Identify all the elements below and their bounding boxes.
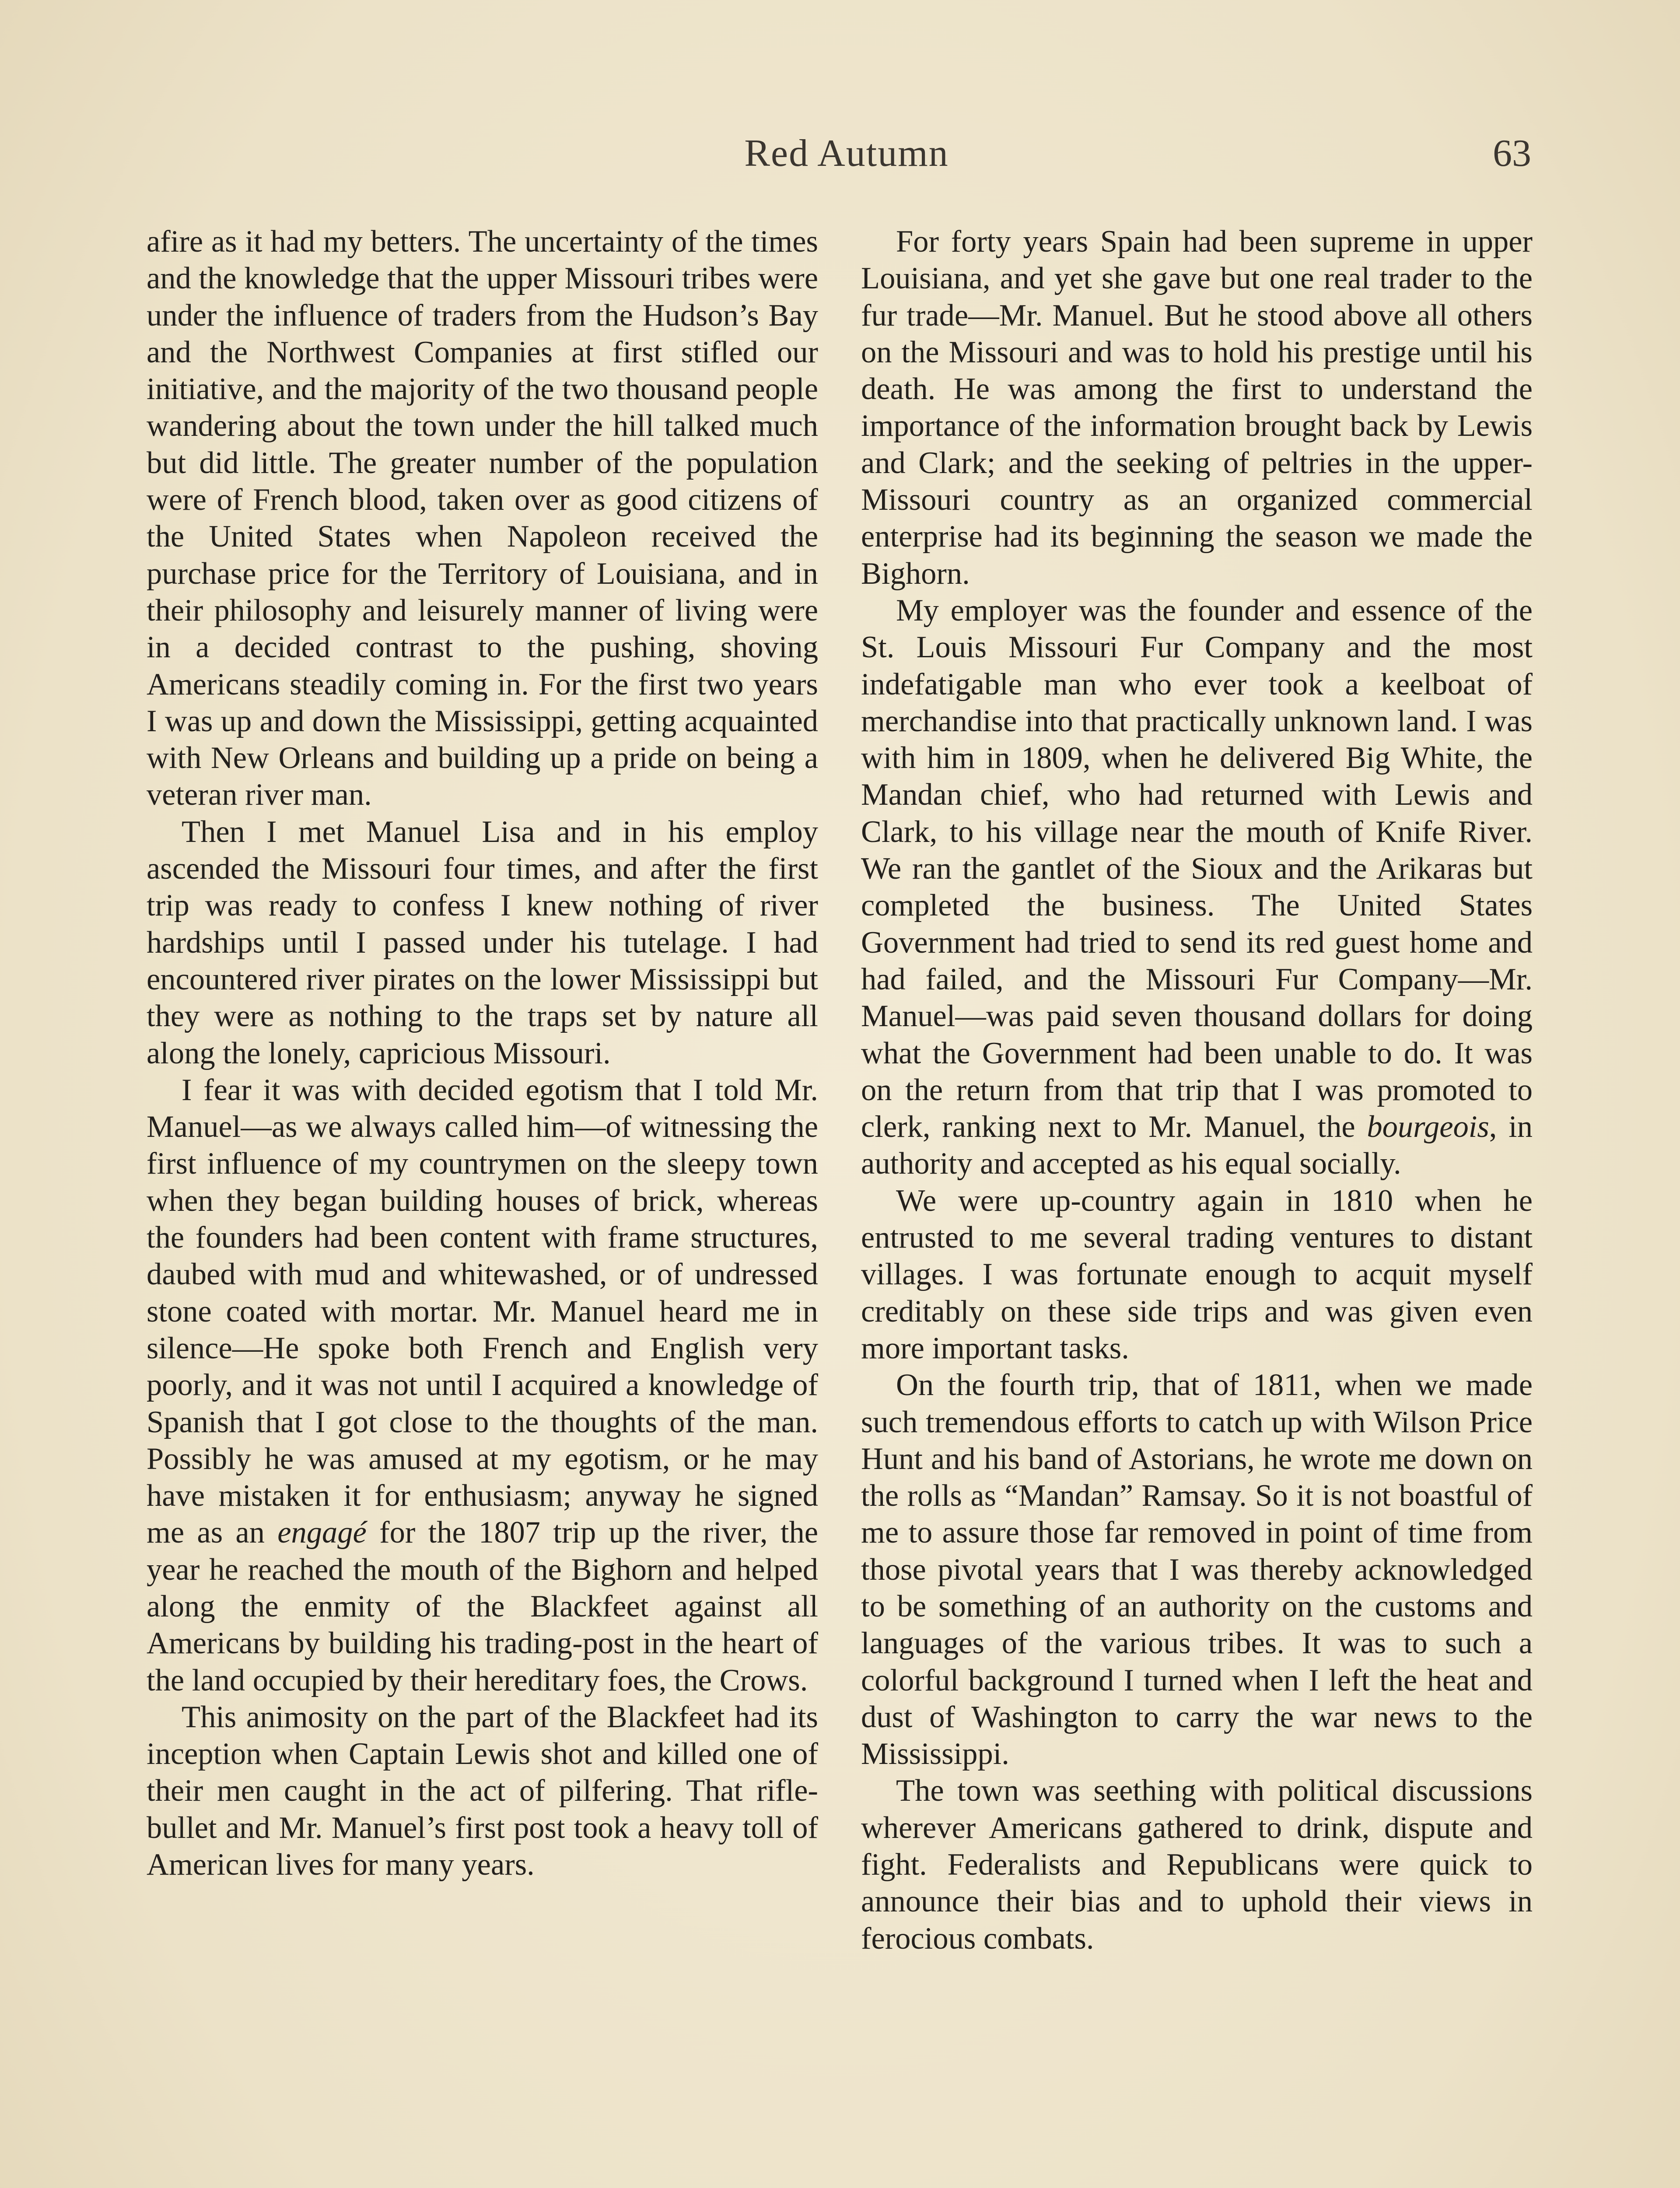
- paragraph-text: afire as it had my betters. The uncertainty of the times and the knowledge that the upper Missouri tribes were under the influence of traders from the Hudson’s Bay and the Northwest Companies at first stifled our initiative, and the majority of the two thousand people wandering about the town under the hill talked much but did little. The greater number of the population were of French blood, taken over as good citizens of the United States when Napoleon received the purchase price for the Territory of Louisiana, and in their philosophy and leisurely manner of living were in a decided contrast to the pushing, shoving Americans steadily coming in. For the first two years I was up and down the Mississippi, getting acquainted with New Orleans and building up a pride on being a veteran river man.: [147, 224, 818, 812]
- page-number: 63: [1493, 132, 1531, 175]
- paragraph-text: The town was seething with political discussions wherever Americans gathered to drink, dispute and fight. Federalists and Republicans were quick to announce their bias and to uphold their views in ferocious combats.: [861, 1774, 1533, 1956]
- text-column-left: [147, 223, 818, 1883]
- body-paragraph: [147, 223, 818, 813]
- italic-term: bourgeois: [1367, 1110, 1489, 1144]
- paragraph-text: for the 1807 trip up the river, the year he reached the mouth of the Bighorn and helped along the enmity of the Blackfeet against all Americans by building his trading-post in the heart of the land occupied by their hereditary foes, the Crows.: [147, 1515, 818, 1697]
- page-header: [144, 131, 1549, 188]
- paragraph-text: We were up-country again in 1810 when he entrusted to me several trading ventures to distant villages. I was fortunate enough to acquit myself creditably on these side trips and was given even more important tasks.: [861, 1183, 1533, 1365]
- text-column-right: [861, 223, 1533, 1957]
- body-paragraph: [147, 1699, 818, 1883]
- body-paragraph: [147, 813, 818, 1072]
- body-paragraph: [861, 223, 1533, 592]
- body-paragraph: [861, 592, 1533, 1182]
- italic-term: engagé: [277, 1515, 367, 1550]
- paragraph-text: This animosity on the part of the Blackfeet had its inception when Captain Lewis shot and killed one of their men caught in the act of pilfering. That rifle-bullet and Mr. Manuel’s first post took a heavy toll of American lives for many years.: [147, 1700, 818, 1882]
- body-paragraph: [861, 1182, 1533, 1367]
- body-paragraph: [861, 1367, 1533, 1772]
- running-title: Red Autumn: [744, 132, 949, 175]
- paragraph-text: I fear it was with decided egotism that I told Mr. Manuel—as we always called him—of witnessing the first influence of my countrymen on the sleepy town when they began building houses of brick, whereas the founders had been content with frame structures, daubed with mud and whitewashed, or of undressed stone coated with mortar. Mr. Manuel heard me in silence—He spoke both French and English very poorly, and it was not until I acquired a knowledge of Spanish that I got close to the thoughts of the man. Possibly he was amused at my egotism, or he may have mistaken it for enthusiasm; anyway he signed me as an: [147, 1073, 818, 1550]
- paragraph-text: Then I met Manuel Lisa and in his employ ascended the Missouri four times, and after the first trip was ready to confess I knew nothing of river hardships until I passed under his tutelage. I had encountered river pirates on the lower Mississippi but they were as nothing to the traps set by nature all along the lonely, capricious Missouri.: [147, 814, 818, 1070]
- paragraph-text: For forty years Spain had been supreme in upper Louisiana, and yet she gave but one real trader to the fur trade—Mr. Manuel. But he stood above all others on the Missouri and was to hold his prestige until his death. He was among the first to understand the importance of the information brought back by Lewis and Clark; and the seeking of peltries in the upper-Missouri country as an organized commercial enterprise had its beginning the season we made the Bighorn.: [861, 224, 1533, 591]
- paragraph-text: On the fourth trip, that of 1811, when we made such tremendous efforts to catch up with Wilson Price Hunt and his band of Astorians, he wrote me down on the rolls as “Mandan” Ramsay. So it is not boastful of me to assure those far removed in point of time from those pivotal years that I was thereby acknowledged to be something of an authority on the customs and languages of the various tribes. It was to such a colorful background I turned when I left the heat and dust of Washington to carry the war news to the Mississippi.: [861, 1368, 1533, 1771]
- paragraph-text: , in authority and accepted as his equal socially.: [861, 1110, 1533, 1181]
- body-paragraph: [147, 1072, 818, 1699]
- paragraph-text: My employer was the founder and essence of the St. Louis Missouri Fur Company and the most indefatigable man who ever took a keelboat of merchandise into that practically unknown land. I was with him in 1809, when he delivered Big White, the Mandan chief, who had returned with Lewis and Clark, to his village near the mouth of Knife River. We ran the gantlet of the Sioux and the Arikaras but completed the business. The United States Government had tried to send its red guest home and had failed, and the Missouri Fur Company—Mr. Manuel—was paid seven thousand dollars for doing what the Government had been unable to do. It was on the return from that trip that I was promoted to clerk, ranking next to Mr. Manuel, the: [861, 593, 1533, 1144]
- body-paragraph: [861, 1772, 1533, 1957]
